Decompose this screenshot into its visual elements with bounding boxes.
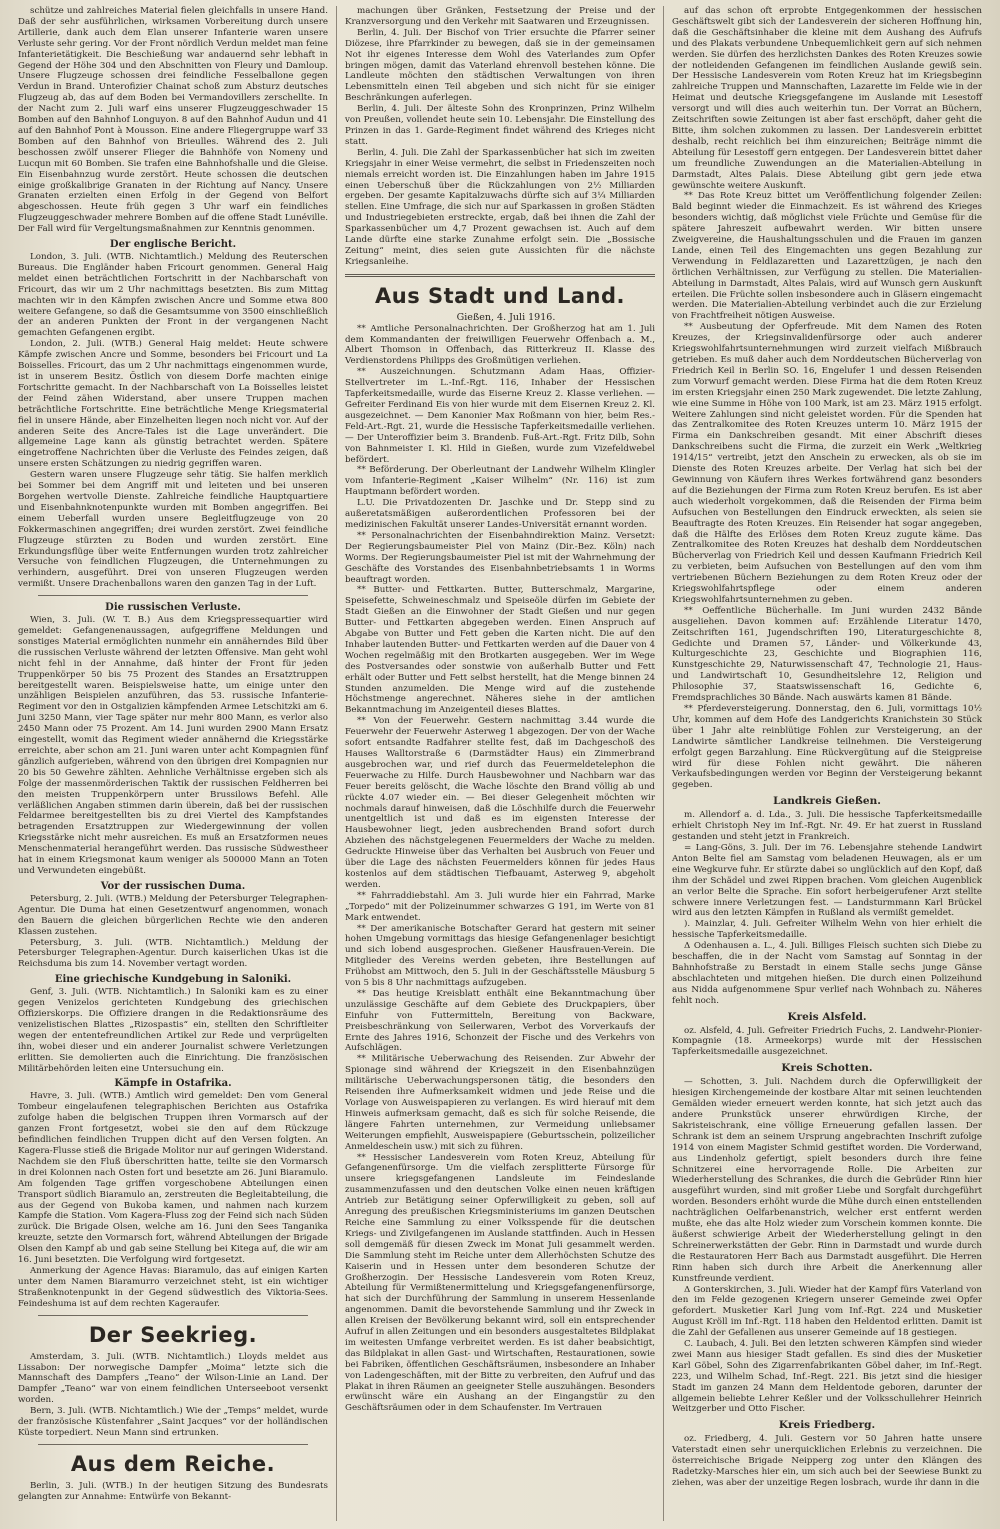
article-paragraph: ** Der amerikanische Botschafter Gerard hat gestern mit seiner hohen Umgebung vormittags das hiesige Gefangenenlager besichtigt und sich lobend ausgesprochen. Gießener Hausfrauen-Verein. Die Mitglieder des Vereins werden gebeten, ihre Bestellungen auf Frühobst am Mittwoch, den 5. Juli in der Geschäftsstelle Mäusburg 5 von 5 bis 8 Uhr nachmittags aufzugeben.: [345, 923, 655, 989]
article-paragraph: ** Hessischer Landesverein vom Roten Kreuz, Abteilung für Gefangenenfürsorge. Um die vielfach zersplitterte Fürsorge für unsere kriegsgefangenen Landsleute im Feindeslande zusammenzufassen und den deutschen Volke einen neuen kräftigen Antrieb zur Betätigung seiner Opferwilligkeit zu geben, soll auf Anregung des preußischen Kriegsministeriums im ganzen Deutschen Reiche eine Sammlung zu einer Volksspende für die deutschen Kriegs- und Zivilgefangenen im Auslande stattfinden. Auch in Hessen soll demgemäß für diesen Zweck im Monat Juli gesammelt werden. Die Sammlung steht im Reiche unter dem Allerhöchsten Schutze des Kaiserin und in Hessen unter dem besonderen Schutze der Großherzogin. Der Hessische Landesverein vom Roten Kreuz, Abteilung für Vermißtenermittelung und Kriegsgefangenenfürsorge, hat sich der Durchführung der Sammlung in unserem Hessenlande angenommen. Damit die bevorstehende Sammlung und ihr Zweck in allen Kreisen der Bevölkerung bekannt wird, soll ein entsprechender Aufruf in allen Zeitungen und ein besonders ausgestaltetes Bildplakat im weitesten Umfange verbreitet werden. Es ist daher beabsichtigt, das Bildplakat in allen Gast- und Wirtschaften, Restaurationen, sowie bei Fabriken, öffentlichen Geschäftsräumen, insbesondere an Inhaber von Ladengeschäften, mit der Bitte zu verbreiten, den Aufruf und das Plakat in ihren Räumen an geeigneter Stelle auszuhängen. Besonders erwünscht wäre ein Aushang an der Eingangstür zu den Geschäftsräumen oder in dem Schaufenster. Im Vertrauen: [345, 1152, 655, 1414]
section-heading: Der Seekrieg.: [88, 1322, 258, 1347]
article-paragraph: schütze und zahlreiches Material fielen gleichfalls in unsere Hand. Daß der sehr ausführlichen, wirksamen Vorbereitung durch unsere Artillerie, dank auch dem Elan unserer Infanterie waren unsere Verluste sehr gering. Vor der Front nördlich Verdun meldet man feine Infanterietätigkeit. Die Beschießung war andauernd sehr lebhaft in Gegend der Höhe 304 und den Abschnitten von Fleury und Damloup. Unsere Flugzeuge schossen drei feindliche Fesselballone gegen Verdun in Brand. Unterofizier Chainat schoß zum Absturz deutsches Flugzeug ab, das auf dem Boden bei Vermandovillers zerschellte. In der Nacht zum 2. Juli warf eins unserer Flugzeuggeschwader 15 Bomben auf den Bahnhof Longuyon. 8 auf den Bahnhof Audun und 41 auf den Bahnhof Pont à Mousson. Eine andere Fliegergruppe warf 33 Bomben auf den Bahnhof von Brieulles. Während des 2. Juli beschossen zwölf unserer Flieger die Bahnhöfe von Nomeny und Lucqun mit 60 Bomben. Sie trafen eine Bahnhofshalle und die Gleise. Ein Eisenbahnzug wurde zerstört. Heute schossen die deutschen einige großkalibrige Granaten in der Richtung auf Nancy. Unsere Granaten erzielten einen Erfolg in der Gegend von Belfort abgeschossen. Heute früh gegen 3 Uhr warf ein feindliches Flugzeuggeschwader mehrere Bomben auf die offene Stadt Lunéville. Der Fall wird für Vergeltungsmaßnahmen zur Kenntnis genommen.: [18, 6, 328, 235]
article-paragraph: machungen über Gränken, Festsetzung der Preise und der Kranzversorgung und den Verkehr mit Saatwaren und Erzeugnissen.: [345, 6, 655, 27]
article-paragraph: Berlin, 4. Juli. Der Bischof von Trier ersuchte die Pfarrer seiner Diözese, ihre Pfarrkinder zu bewegen, daß sie in der gemeinsamen Not ihr eigenes Interesse dem Wohl des Vaterlandes zum Opfer bringen mögen, damit das Vaterland ehrenvoll bestehen könne. Die Landleute möchten den städtischen Verwaltungen von ihren Lebensmitteln einen Teil abgeben und sich nicht für sie einiger Beschränkungen auferlegen.: [345, 27, 655, 104]
region-heading: Kreis Friedberg.: [778, 1419, 876, 1432]
article-heading: Die russischen Verluste.: [105, 602, 241, 614]
column-2: [336, 6, 663, 1521]
article-heading: Vor der russischen Duma.: [100, 880, 246, 892]
region-heading: Kreis Alsfeld.: [787, 1010, 867, 1023]
article-paragraph: Havre, 3. Juli. (WTB.) Amtlich wird gemeldet: Den vom General Tombeur eingelaufenen telegraphischen Berichten aus Ostafrika zufolge haben die belgischen Truppen ihren Vormarsch auf der ganzen Front fortgesetzt, wobei sie den auf dem Rückzuge befindlichen feindlichen Truppen dicht auf den Versen folgten. An Kagera-Flusse stieß die Brigade Molitor nur auf geringen Widerstand. Nachdem sie den Fluß überschritten hatte, teilte sie den Vormarsch in drei Kolonnen nach Osten fort und besetzte am 26. Juni Biaramulo. Am folgenden Tage griffen vorgeschobene Abteilungen einen Transport südlich Biaramulo an, zerstreuten die Begleitabteilung, die aus der Gegend von Bukoba kamen, und nahmen nach kurzem Kampfe die Station. Vom Kagera-Fluss zog der Feind sich nach Süden zurück. Die Brigade Olsen, welche am 16. Juni den Sees Tanganika kreuzte, setzte den Vormarsch fort, während Abteilungen der Brigade Olsen den Kampf ab und gab seine Stellung bei Kitega auf, die wir am 16. Juni besetzten. Die Verfolgung wird fortgesetzt.: [18, 1091, 328, 1266]
article-paragraph: ** Personalnachrichten der Eisenbahndirektion Mainz. Versetzt: Der Regierungsbaumeister Piel von Mainz (Dir.-Bez. Köln) nach Worms. Der Regierungsbaumeister Piel ist mit der Wahrnehmung der Geschäfte des Vorstandes des Eisenbahnbetriebsamts 1 in Worms beauftragt worden.: [345, 530, 655, 585]
article-paragraph: Amsterdam, 3. Juli. (WTB. Nichtamtlich.) Lloyds meldet aus Lissabon: Der norwegische Dampfer „Moima“ letzte sich die Mannschaft des Dampfers „Teano“ der Wilson-Linie an Land. Der Dampfer „Teano“ war von einem feindlichen Unterseeboot versenkt worden.: [18, 1351, 328, 1406]
article-paragraph: ** Amtliche Personalnachrichten. Der Großherzog hat am 1. Juli dem Kommandanten der freiwilligen Feuerwehr Offenbach a. M., Albert Thomson in Offenbach, das Ritterkreuz II. Klasse des Verdienstordens Philipps des Großmütigen verliehen.: [345, 323, 655, 367]
divider: [38, 1444, 308, 1445]
article-paragraph: Bern, 3. Juli. (WTB. Nichtamtlich.) Wie der „Temps“ meldet, wurde der französische Küstenfahrer „Saint Jacques“ vor der holländischen Küste torpediert. Neun Mann sind ertrunken.: [18, 1406, 328, 1438]
divider: [38, 595, 308, 596]
article-paragraph: ** Fahrraddiebstahl. Am 3. Juli wurde hier ein Fahrrad, Marke „Torpedo“ mit der Polizeinummer schwarzes G 191, im Werte von 81 Mark entwendet.: [345, 890, 655, 923]
article-paragraph: ** Butter- und Fettkarten. Butter, Butterschmalz, Margarine, Speisefette, Schweineschmalz und Speiseöle dürfen im Gebiete der Stadt Gießen an die Einwohner der Stadt Gießen und nur gegen Butter- und Fettkarten abgegeben werden. Einen Anspruch auf Abgabe von Butter und Fett geben die Karten nicht. Die auf den Inhaber lautenden Butter- und Fettkarten werden auf die Dauer von 4 Wochen regelmäßig mit den Brotkarten ausgegeben. Wer im Wege des Postversandes oder sonstwie von außerhalb Butter und Fett erhält oder Butter und Fett selbst herstellt, hat die Menge binnen 24 Stunden anzumelden. Die Menge wird auf die zustehende Höchstmenge angerechnet. Näheres siehe in der amtlichen Bekanntmachung im Anzeigenteil dieses Blattes.: [345, 585, 655, 716]
article-paragraph: Petersburg, 3. Juli. (WTB. Nichtamtlich.) Meldung der Petersburger Telegraphen-Agentur. Durch kaiserlichen Ukas ist die Reichsduma bis zum 14. November vertagt worden.: [18, 937, 328, 970]
article-paragraph: ** Militärische Ueberwachung des Reisenden. Zur Abwehr der Spionage sind während der Kriegszeit in den Eisenbahnzügen militärische Ueberwachungspersonen tätig, die besonders den Reisenden ihre Aufmerksamkeit widmen und jede Reise und die Vorlage von Ausweispapieren zu verlangen. Es wird hierauf mit dem Hinweis aufmerksam gemacht, daß es sich für solche Reisende, die längere Fahrten unternehmen, zur Vermeidung unliebsamer Weiterungen empfiehlt, Ausweispapiere (Geburtsschein, polizeilicher Anmeldeschein usw.) mit sich zu führen.: [345, 1054, 655, 1152]
article-paragraph: ** Das Rote Kreuz bittet um Veröffentlichung folgender Zeilen: Bald beginnt wieder die Einmachzeit. Es ist während des Krieges besonders wichtig, daß möglichst viele Früchte und Gemüse für die spätere Jahreszeit aufbewahrt werden. Wir bitten unsere Zweigvereine, die Haushaltungsschulen und die Frauen im ganzen Lande, einen Teil des Eingemachten uns gegen Bezahlung zur Verwendung in Feldlazaretten und Lazarettzügen, je nach den örtlichen Verhältnissen, zur Verfügung zu stellen. Die Materialien-Abteilung in Darmstadt, Altes Palais, wird auf Wunsch gern Auskunft erteilen. Die Früchte sollen insbesondere auch in Gläsern eingemacht werden. Die Materialien-Abteilung verbindet auch die zur Erzielung von Frachtfreiheit nötigen Ausweise.: [672, 191, 982, 322]
article-paragraph: C. Laubach, 4. Juli. Bei den letzten schweren Kämpfen sind wieder zwei Mann aus hiesiger Stadt gefallen. Es sind dies der Musketier Karl Göbel, Sohn des Zigarrenfabrikanten Göbel daher, im Inf.-Regt. 223, und Wilhelm Schad, Inf.-Regt. 221. Bis jetzt sind die hiesiger Stadt im ganzen 24 Mann dem Heldentode geboren, darunter der allgemein beliebte Lehrer Keßler und der Volksschullehrer Heinrich Weitzgerber und Otto Fischer.: [672, 1339, 982, 1415]
column-1: [10, 6, 336, 1521]
article-paragraph: Berlin, 4. Juli. Die Zahl der Sparkassenbücher hat sich im zweiten Kriegsjahr in einer Weise vermehrt, die selbst in Friedenszeiten noch niemals erreicht worden ist. Die Einzahlungen haben im Jahre 1915 einen Ueberschuß über die Rückzahlungen von 2½ Milliarden ergeben. Der gesamte Kapitalzuwachs dürfte sich auf 3¼ Milliarden stellen. Eine Umfrage, die sich nur auf Sparkassen in großen Städten und Industriegebieten erstreckte, ergab, daß bei ihnen die Zahl der Sparkassenbücher um 4,7 Prozent gewachsen ist. Auch auf dem Lande dürfte eine starke Zunahme erfolgt sein. Die „Bossische Zeitung“ meint, dies seien gute Aussichten für die nächste Kriegsanleihe.: [345, 147, 655, 267]
article-paragraph: Wien, 3. Juli. (W. T. B.) Aus dem Kriegspressequartier wird gemeldet: Gefangenenaussagen, aufgegriffene Meldungen und sonstiges Material ermöglichten nunmehr ein annäherndes Bild über die russischen Verluste während der letzten Offensive. Man geht wohl nicht fehl in der Annahme, daß hinter der Front für jeden Truppenkörper 50 bis 75 Prozent des Standes an Ersatztruppen bereitgestellt waren. Beispielsweise hatte, um einige unter den unzähligen Beispielen anzuführen, das 53. russische Infanterie-Regiment vor den in Ostgalizien kämpfenden Armee Letschitzki am 6. Juni 3250 Mann, vier Tage später nur mehr 800 Mann, es verlor also 2450 Mann oder 75 Prozent. Am 14. Juni wurden 2900 Mann Ersatz eingestellt, womit das Regiment wieder annähernd die Kriegsstärke erreichte, aber schon am 21. Juni waren unter acht Kompagnien fünf gänzlich aufgerieben, während von den übrigen drei Kompagnien nur 20 bis 50 Gewehre zählten. Aehnliche Verhältnisse ergeben sich als Folge der massenmörderischen Taktik der russischen Feldherren bei den meisten Truppenkörpern unter Brussilows Befehl. Alle verläßlichen Angaben stimmen darin überein, daß bei der russischen Feldarmee bereitgestellten bis zu drei Viertel des Kampfstandes betragenden Ersatztruppen zur Wiedergewinnung der vollen Kriegsstärke nicht mehr ausreichen. Es muß an Ersatzformen neues Menschenmaterial herangeführt werden. Das russische Südwestheer hat in einem Kriegsmonat kaum weniger als 500000 Mann an Toten und Verwundeten eingebüßt.: [18, 615, 328, 876]
article-paragraph: ** Auszeichnungen. Schutzmann Adam Haas, Offizier-Stellvertreter im L.-Inf.-Rgt. 116, Inhaber der Hessischen Tapferkeitsmedaille, wurde das Eiserne Kreuz 2. Klasse verliehen. — Gefreiter Ferdinand Eis von hier wurde mit dem Eisernen Kreuz 2. Kl. ausgezeichnet. — Dem Kanonier Max Roßmann von hier, beim Res.-Feld-Art.-Rgt. 21, wurde die Hessische Tapferkeitsmedaille verliehen. — Der Unteroffizier beim 3. Brandenb. Fuß-Art.-Rgt. Fritz Dilb, Sohn von Bahnmeister I. Kl. Hild in Gießen, wurde zum Vizefeldwebel befördert.: [345, 367, 655, 465]
article-paragraph: oz. Friedberg, 4. Juli. Gestern vor 50 Jahren hatte unsere Vaterstadt einen sehr unerquicklichen Erlebnis zu verzeichnen. Die österreichische Brigade Neipperg zog unter den Klängen des Radetzky-Marsches hier ein, um sich auch bei der Seewiese Bunkt zu ziehen, was aber der unzeitige Regen losbrach, wurde ihr dann in die: [672, 1434, 982, 1488]
article-paragraph: = Lang-Göns, 3. Juli. Der im 76. Lebensjahre stehende Landwirt Anton Belte fiel am Samstag vom beladenen Heuwagen, als er um eine Wegkurve fuhr. Er stürzte dabei so unglücklich auf den Kopf, daß ihm der Schädel und zwei Rippen brachen. Vom gleichen Augenblick an verlor Belte die Sprache. Ein sofort herbeigerufener Arzt stellte schwere innere Verletzungen fest. — Landsturmmann Karl Brückel wird aus den letzten Kämpfen in Rußland als vermißt gemeldet.: [672, 842, 982, 919]
article-paragraph: ). Mainzlar, 4. Juli. Gefreiter Wilhelm Wehn von hier erhielt die hessische Tapferkeitsmedaille.: [672, 919, 982, 941]
section-heading: Aus dem Reiche.: [70, 1451, 276, 1476]
article-paragraph: — Schotten, 3. Juli. Nachdem durch die Opferwilligkeit der hiesigen Kirchengemeinde der kostbare Altar mit seinen leuchtenden Gemälden wieder erneuert werden konnte, hat sich jetzt auch das andere Prunkstück unserer ehrwürdigen Kirche, der Sakristeischrank, eine völlige Erneuerung gefallen lassen. Der Schrank ist dem an seinem Ursprung angebrachten Inschrift zufolge 1914 von einem Magister Schmid gestiftet worden. Die Vorderwand, aus Lindenholz gefertigt, spielt besonders durch ihre feine Schnitzerei eine hervorragende Rolle. Die Arbeiten zur Wiederherstellung des Schrankes, die durch die Gebrüder Rinn hier ausgeführt wurden, sind mit großer Liebe und Sorgfalt durchgeführt worden. Besonders erhöht wurde die Mühe durch einen entstellenden nachträglichen Oelfarbenanstrich, welcher erst entfernt werden mußte, ehe das alte Holz wieder zum Vorschein kommen konnte. Die äußerst schwierige Arbeit der Wiederherstellung gelingt in den Schreinerwerkstätten der Gebr. Rinn in Darmstadt und wurde durch die Restauratoren Herr Bach aus Darmstadt ausgeführt. Die Herren Rinn haben sich durch ihre Arbeit die Anerkennung aller Kunstfreunde verdient.: [672, 1077, 982, 1284]
section-divider: [345, 274, 655, 277]
section-heading: Aus Stadt und Land.: [375, 283, 625, 308]
article-heading: Eine griechische Kundgebung in Saloniki.: [54, 974, 292, 986]
article-paragraph: Δ Odenhausen a. L., 4. Juli. Billiges Fleisch suchten sich Diebe zu beschaffen, die in der Nacht vom Samstag auf Sonntag in der Bahnhofstraße zu Berstadt in einem Stalle sechs junge Gänse abschlachteten und mitgehen hießen. Die durch einen Polizeihund aus Nidda aufgenommene Spur verlief nach Wohnbach zu. Näheres fehlt noch.: [672, 941, 982, 1006]
article-paragraph: Genf, 3. Juli. (WTB. Nichtamtlich.) In Saloniki kam es zu einer gegen Venizelos gerichteten Kundgebung des griechischen Offizierskorps. Die Offiziere drangen in die Redaktionsräume des venizelistischen Blattes „Rizospastis“ ein, stellten den Schriftleiter wegen der ententefreundlichen Artikel zur Rede und verprügelten ihn, wobei dieser und ein anderer Journalist schwere Verletzungen erlitten. Sie demolierten auch die Einrichtung. Die französischen Militärbehörden leiten eine Untersuchung ein.: [18, 987, 328, 1074]
article-paragraph: oz. Alsfeld, 4. Juli. Gefreiter Friedrich Fuchs, 2. Landwehr-Pionier-Kompagnie (18. Armeekorps) wurde mit der Hessischen Tapferkeitsmedaille ausgezeichnet.: [672, 1025, 982, 1058]
article-paragraph: Anmerkung der Agence Havas: Biaramulo, das auf einigen Karten unter dem Namen Biaramurro verzeichnet steht, ist ein wichtiger Straßenknotenpunkt in der Gegend südwestlich des Viktoria-Sees. Feindeshuma ist auf dem rechten Kageraufer.: [18, 1265, 328, 1309]
article-paragraph: L.U. Die Privatdozenten Dr. Jaschke und Dr. Stepp sind zu außeretatsmäßigen außerordentlichen Professoren bei der medizinischen Fakultät unserer Landes-Universität ernannt worden.: [345, 498, 655, 530]
article-paragraph: Berlin, 4. Juli. Der älteste Sohn des Kronprinzen, Prinz Wilhelm von Preußen, vollendet heute sein 10. Lebensjahr. Die Einstellung des Prinzen in das 1. Garde-Regiment findet während des Krieges nicht statt.: [345, 104, 655, 147]
dateline: Gießen, 4. Juli 1916.: [456, 311, 556, 323]
columns: [10, 6, 990, 1521]
article-paragraph: ** Oeffentliche Bücherhalle. Im Juni wurden 2432 Bände ausgeliehen. Davon kommen auf: Erzählende Literatur 1470, Zeitschriften 161, Jugendschriften 190, Literaturgeschichte 8, Gedichte und Dramen 57, Länder- und Völkerkunde 43, Kulturgeschichte 23, Geschichte und Biographien 116, Kunstgeschichte 29, Naturwissenschaft 47, Technologie 21, Haus- und Landwirtschaft 10, Gesundheitslehre 12, Religion und Philosophie 37, Staatswissenschaft 16, Gedichte 6, Fremdsprachliches 30 Bände. Nach auswärts kamen 81 Bände.: [672, 605, 982, 704]
article-paragraph: ** Ausbeutung der Opferfreude. Mit dem Namen des Roten Kreuzes, der Kriegsinvalidenfürsorge oder auch anderer Kriegswohlfahrtsunternehmungen wird zurzeit vielfach Mißbrauch getrieben. Es muß daher auch dem Norddeutschen Bücherverlag von Friedrich Keil in Berlin SO. 16, Engelufer 1 und dessen Reisenden zum Vorwurf gemacht werden. Diese Firma hat die dem Roten Kreuz im ersten Kriegsjahr einen 250 Mark zugewendet. Die letzte Zahlung, wie eine Summe in Höhe von 100 Mark, ist am 23. März 1915 erfolgt. Weitere Zahlungen sind nicht geleistet worden. Für die Spenden hat das Zentralkomitee des Roten Kreuzes unterm 10. März 1915 der Firma ein Dankschreiben gesandt. Mit einer Abschrift dieses Dankschreibens sucht die Firma, die zurzeit ein Werk „Weltkrieg 1914/15“ vertreibt, jetzt den Anschein zu erwecken, als ob sie im Dienste des Roten Kreuzes arbeite. Der Verlag hat sich bei der Gewinnung von Käufern ihres Werkes fortwährend ganz besonders auf die Beziehungen der Firma zum Roten Kreuz berufen. Es ist aber auch wiederholt vorgekommen, daß die Reisenden der Firma beim Aufsuchen von Bestellungen den Eindruck erweckten, als seien sie Beauftragte des Roten Kreuzes. Ein Reisender hat sogar angegeben, daß die Hälfte des Erlöses dem Roten Kreuz zugute käme. Das Zentralkomitee des Roten Kreuzes hat deshalb dem Norddeutschen Bücherverlag von Friedrich Keil und dessen Kaufmann Friedrich Keil zu verbieten, beim Aufsuchen von Bestellungen auf den vom ihm vertriebenen Büchern Beziehungen zu dem Roten Kreuz oder der Kriegswohlfahrtspflege oder einem anderen Kriegswohlfahrtsunternehmen zu geben.: [672, 322, 982, 605]
article-paragraph: ** Beförderung. Der Oberleutnant der Landwehr Wilhelm Klingler vom Infanterie-Regiment „Kaiser Wilhelm“ (Nr. 116) ist zum Hauptmann befördert worden.: [345, 465, 655, 498]
article-paragraph: Petersburg, 2. Juli. (WTB.) Meldung der Petersburger Telegraphen-Agentur. Die Duma hat einen Gesetzentwurf angenommen, wonach den Bauern die gleichen bürgerlichen Rechte wie den anderen Klassen zustehen.: [18, 893, 328, 937]
article-heading: Der englische Bericht.: [109, 239, 237, 251]
article-paragraph: Berlin, 3. Juli. (WTB.) In der heutigen Sitzung des Bundesrats gelangten zur Annahme: Entwürfe von Bekannt-: [18, 1480, 328, 1502]
article-paragraph: m. Allendorf a. d. Lda., 3. Juli. Die hessische Tapferkeitsmedaille erhielt Christoph Ney im Inf.-Rgt. Nr. 49. Er hat zuerst in Russland gestanden und steht jetzt in Frankreich.: [672, 810, 982, 843]
article-paragraph: London, 2. Juli. (WTB.) General Haig meldet: Heute schwere Kämpfe zwischen Ancre und Somme, besonders bei Fricourt und La Boisselles. Fricourt, das um 2 Uhr nachmittags eingenommen wurde, ist in unserem Besitz. Östlich von diesem Dorfe machten einige Fortschritte gemacht. In der Nachbarschaft von La Boisselles leistet der Feind zähen Widerstand, aber unsere Truppen machen beträchtliche Fortschritte. Eine beträchtliche Menge Kriegsmaterial fiel in unsere Hände, aber Einzelheiten liegen noch nicht vor. Auf der anderen Seite des Ancre-Tales ist die Lage unverändert. Die allgemeine Lage kann als günstig betrachtet werden. Spätere eingetroffene Nachrichten über die Verluste des Feindes zeigen, daß unsere ersten Schätzungen zu niedrig gegriffen waren.: [18, 339, 328, 470]
article-paragraph: ** Von der Feuerwehr. Gestern nachmittag 3.44 wurde die Feuerwehr der Feuerwehr Asterweg 1 abgezogen. Der von der Wache sofort entsandte Radfahrer stellte fest, daß im Dachgeschoß des Hauses Walltorstraße 6 (Darmstädter Haus) ein Zimmerbrand ausgebrochen war, und rief durch das Feuermeldetelephon die Feuerwache zu Hilfe. Durch Hausbewohner und Nachbarn war das Feuer bereits gelöscht, die Wache löschte den Brand völlig ab und rückte 4.07 wieder ein. — Bei dieser Gelegenheit möchten wir nochmals darauf hinweisen, daß die Löschhilfe durch die Feuerwehr unentgeltlich ist und daß es im eigensten Interesse der Hausbewohner liegt, jeden ausbrechenden Brand sofort durch Abziehen des nächstgelegenen Feuermelders der Wache zu melden. Gedruckte Hinweise über das Verhalten bei Ausbruch von Feuer und über die Lage des nächsten Feuermelders können für jedes Haus kostenlos auf dem städtischen Tiefbauamt, Asterweg 9, abgeholt werden.: [345, 716, 655, 890]
article-paragraph: ** Pferdeversteigerung. Donnerstag, den 6. Juli, vormittags 10½ Uhr, kommen auf dem Hofe des Landgerichts Kranichstein 30 Stück über 1 Jahr alte reinblütige Fohlen zur Versteigerung, an der Landwirte sämtlicher Landkreise teilnehmen. Die Versteigerung erfolgt gegen Barzahlung. Eine Rückvergütung auf die Steigpreise wird für diese Fohlen nicht gewährt. Die näheren Verkaufsbedingungen werden vor Beginn der Versteigerung bekannt gegeben.: [672, 704, 982, 791]
article-paragraph: Δ Gonterskirchen, 3. Juli. Wieder hat der Kampf fürs Vaterland von den im Felde gezogenen Kriegern unserer Gemeinde zwei Opfer gefordert. Musketier Karl Jung vom Inf.-Rgt. 224 und Musketier August Kröll im Inf.-Rgt. 118 haben den Heldentod erlitten. Damit ist die Zahl der Gefallenen aus unserer Gemeinde auf 18 gestiegen.: [672, 1284, 982, 1339]
article-paragraph: Gestern waren unsere Flugzeuge sehr tätig. Sie halfen merklich bei Sommer bei dem Angriff mit und leiteten und bei unseren Borgehen wertvolle Dienste. Zahlreiche feindliche Hauptquartiere und Eisenbahnknotenpunkte wurden mit Bomben angegriffen. Bei einem Ueberfall wurden unsere Begleitflugzeuge von 20 Fokkermaschinen angegriffen; drei wurden zerstört. Zwei feindliche Flugzeuge stürzten zu Boden und wurden zerstört. Eine Erkundungsflüge über weite Entfernungen wurden trotz zahlreicher Versuche von feindlichen Flugzeugen, die Unternehmungen zu verhindern, ausgeführt. Drei von unseren Flugzeugen werden vermißt. Unsere Drachenballons waren den ganzen Tag in der Luft.: [18, 470, 328, 590]
region-heading: Kreis Schotten.: [781, 1062, 873, 1075]
region-heading: Landkreis Gießen.: [773, 795, 881, 808]
article-paragraph: ** Das heutige Kreisblatt enthält eine Bekanntmachung über unzulässige Geschäfte auf dem Gebiete des Druckpapiers, über Einfuhr von Futtermitteln, Bereitung von Backware, Preisbeschränkung von Seilerwaren, Verbot des Vorverkaufs der Ernte des Jahres 1916, Schonzeit der Fische und des Verkehrs von Aufschlägen.: [345, 988, 655, 1054]
column-3: [663, 6, 990, 1521]
article-heading: Kämpfe in Ostafrika.: [114, 1078, 232, 1090]
article-paragraph: London, 3. Juli. (WTB. Nichtamtlich.) Meldung des Reuterschen Bureaus. Die Engländer haben Fricourt genommen. General Haig meldet einen beträchtlichen Fortschritt in der Nachbarschaft von Fricourt, das wir um 2 Uhr nachmittags besetzten. Bis zum Mittag machten wir in den Kämpfen zwischen Ancre und Somme etwa 800 weitere Gefangene, so daß die Gesamtsumme von 3500 einschließlich der an anderen Punkten der Front in der vergangenen Nacht gemachten Gefangenen ergibt.: [18, 252, 328, 339]
article-paragraph: auf das schon oft erprobte Entgegenkommen der hessischen Geschäftswelt gibt sich der Landesverein der sicheren Hoffnung hin, daß die Geschäftsinhaber die kleine mit dem Aushang des Aufrufs und des Plakats verbundene Unbequemlichkeit gern auf sich nehmen werden. Sie dürfen des herzlichsten Dankes des Roten Kreuzes sowie der notleidenden Gefangenen im feindlichen Auslande gewiß sein. Der Hessische Landesverein vom Roten Kreuz hat im Kriegsbeginn zahlreiche Truppen und Mannschaften, Lazarette im Felde wie in der Heimat und deutsche Kriegsgefangene im Auslande mit Lesestoff versorgt und will dies auch weiterhin tun. Der Vorrat an Büchern, Zeitschriften sowie Zeitungen ist aber fast erschöpft, daher geht die Bitte, ihm solchen zukommen zu lassen. Der Landesverein erbittet deshalb, recht reichlich bei ihm einzureichen; Beiträge nimmt die Abteilung für Lesestoff gern entgegen. Der Landesverein bittet daher um freundliche Zuwendungen an die Materialien-Abteilung in Darmstadt, Altes Palais. Diese Abteilung gibt gern jede etwa gewünschte weitere Auskunft.: [672, 6, 982, 191]
divider: [38, 1315, 308, 1316]
